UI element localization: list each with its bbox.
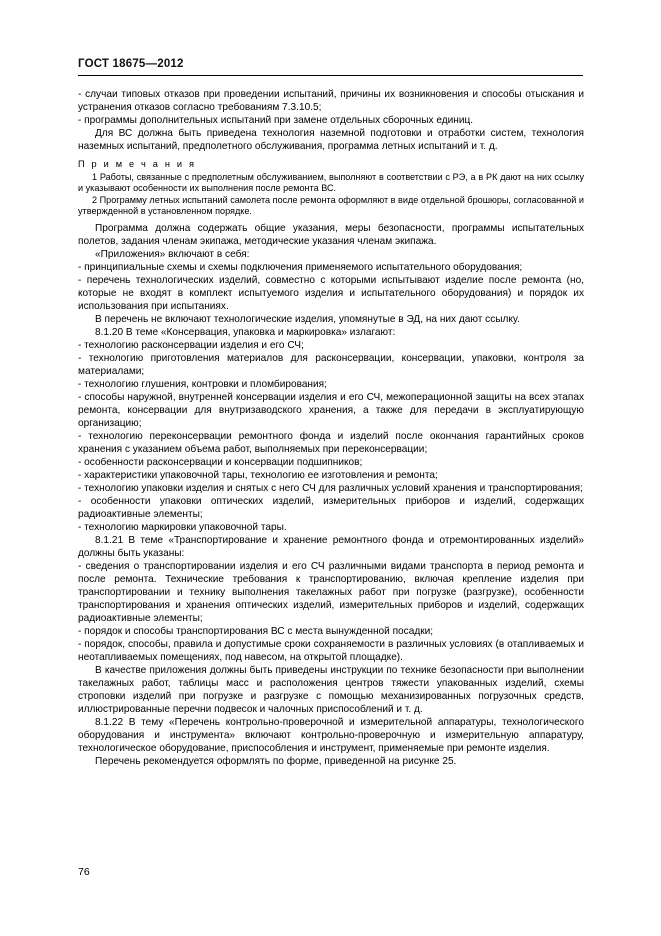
- paragraph: 8.1.20 В теме «Консервация, упаковка и маркировка» излагают:: [95, 326, 396, 338]
- paragraph: - порядок, способы, правила и допустимые сроки сохраняемости в различных условиях (в отапливаемых и неотапливаемых помещениях, под навесом, на открытой площадке).: [78, 638, 584, 663]
- header-rule: [78, 75, 583, 76]
- paragraph: - технологию расконсервации изделия и его СЧ;: [78, 339, 304, 351]
- paragraph: - порядок и способы транспортирования ВС с места вынужденной посадки;: [78, 625, 434, 637]
- paragraph: - случаи типовых отказов при проведении испытаний, причины их возникновения и способы отыскания и устранения отказов согласно требованиям 7.3.10.5;: [78, 89, 584, 113]
- paragraph: В перечень не включают технологические изделия, упомянутые в ЭД, на них дают ссылку.: [95, 313, 520, 325]
- notes-title: П р и м е ч а н и я: [78, 159, 197, 169]
- paragraph: - технологию маркировки упаковочной тары.: [78, 521, 287, 533]
- paragraph: - перечень технологических изделий, совместно с которыми испытывают изделие после ремонта (но, которые не входят в комплект испытуемого изделия и испытательного оборудования) и порядок их использования при испытаниях.: [78, 274, 584, 312]
- paragraph: Перечень рекомендуется оформлять по форме, приведенной на рисунке 25.: [95, 755, 457, 767]
- page-number: 76: [78, 866, 90, 878]
- paragraph: 8.1.21 В теме «Транспортирование и хранение ремонтного фонда и отремонтированных изделий» должны быть указаны:: [78, 534, 584, 559]
- body-column: [78, 88, 584, 768]
- paragraph: - технологию приготовления материалов для расконсервации, консервации, упаковки, контроля за материалами;: [78, 352, 584, 377]
- paragraph: - технологию упаковки изделия и снятых с него СЧ для различных условий хранения и транспортирования;: [78, 482, 583, 494]
- paragraph: - технологию глушения, контровки и пломбирования;: [78, 378, 327, 390]
- paragraph: - способы наружной, внутренней консервации изделия и его СЧ, межоперационной защиты на всех этапах ремонта, консервации для внутризаводского хранения, а также для передачи в эксплуатирующую организацию;: [78, 391, 584, 429]
- paragraph: - принципиальные схемы и схемы подключения применяемого испытательного оборудования;: [78, 261, 523, 273]
- paragraph: «Приложения» включают в себя:: [95, 248, 250, 260]
- paragraph: - особенности расконсервации и консервации подшипников;: [78, 456, 363, 468]
- paragraph: 8.1.22 В тему «Перечень контрольно-проверочной и измерительной аппаратуры, технологического оборудования и инструмента» включают контрольно-проверочную и измерительную аппаратуру, технологическое оборудование, приспособления и инструмент, применяемые при ремонте изделия.: [78, 716, 584, 754]
- paragraph: - характеристики упаковочной тары, технологию ее изготовления и ремонта;: [78, 469, 438, 481]
- paragraph: Программа должна содержать общие указания, меры безопасности, программы испытательных полетов, задания членам экипажа, методические указания членам экипажа.: [78, 222, 584, 247]
- note-item: 2 Программу летных испытаний самолета после ремонта оформляют в виде отдельной брошюры, согласованной и утвержденной в установленном порядке.: [78, 194, 584, 217]
- paragraph: - особенности упаковки оптических изделий, измерительных приборов и изделий, содержащих радиоактивные элементы;: [78, 495, 584, 520]
- paragraph: - технологию переконсервации ремонтного фонда и изделий после окончания гарантийных сроков хранения с указанием объема работ, выполняемых при переконсервации;: [78, 430, 584, 455]
- paragraph: - программы дополнительных испытаний при замене отдельных сборочных единиц.: [78, 115, 474, 126]
- paragraph: В качестве приложения должны быть приведены инструкции по технике безопасности при выполнении такелажных работ, таблицы масс и расположения центров тяжести упакованных изделий, схемы строповки изделий при погрузке и разгрузке с помощью механизированных погрузочных средств, иллюстрированные перечни подвесок и чалочных приспособлений и т. д.: [78, 664, 584, 715]
- note-item: 1 Работы, связанные с предполетным обслуживанием, выполняют в соответствии с РЭ, а в РК дают на них ссылку и указывают особенности их выполнения после ремонта ВС.: [78, 172, 584, 194]
- paragraph: Для ВС должна быть приведена технология наземной подготовки и отработки систем, технология наземных испытаний, предполетного обслуживания, программа летных испытаний и т. д.: [78, 128, 584, 152]
- page-header: ГОСТ 18675—2012: [78, 58, 184, 70]
- paragraph: - сведения о транспортировании изделия и его СЧ различными видами транспорта в период ремонта и после ремонта. Технические требования к транспортированию, включая крепление изделия при транспортировании и технику выполнения такелажных работ при погрузке (разгрузке), особенности транспортирования и хранения оптических изделий, измерительных приборов и изделий, содержащих радиоактивные элементы;: [78, 560, 584, 624]
